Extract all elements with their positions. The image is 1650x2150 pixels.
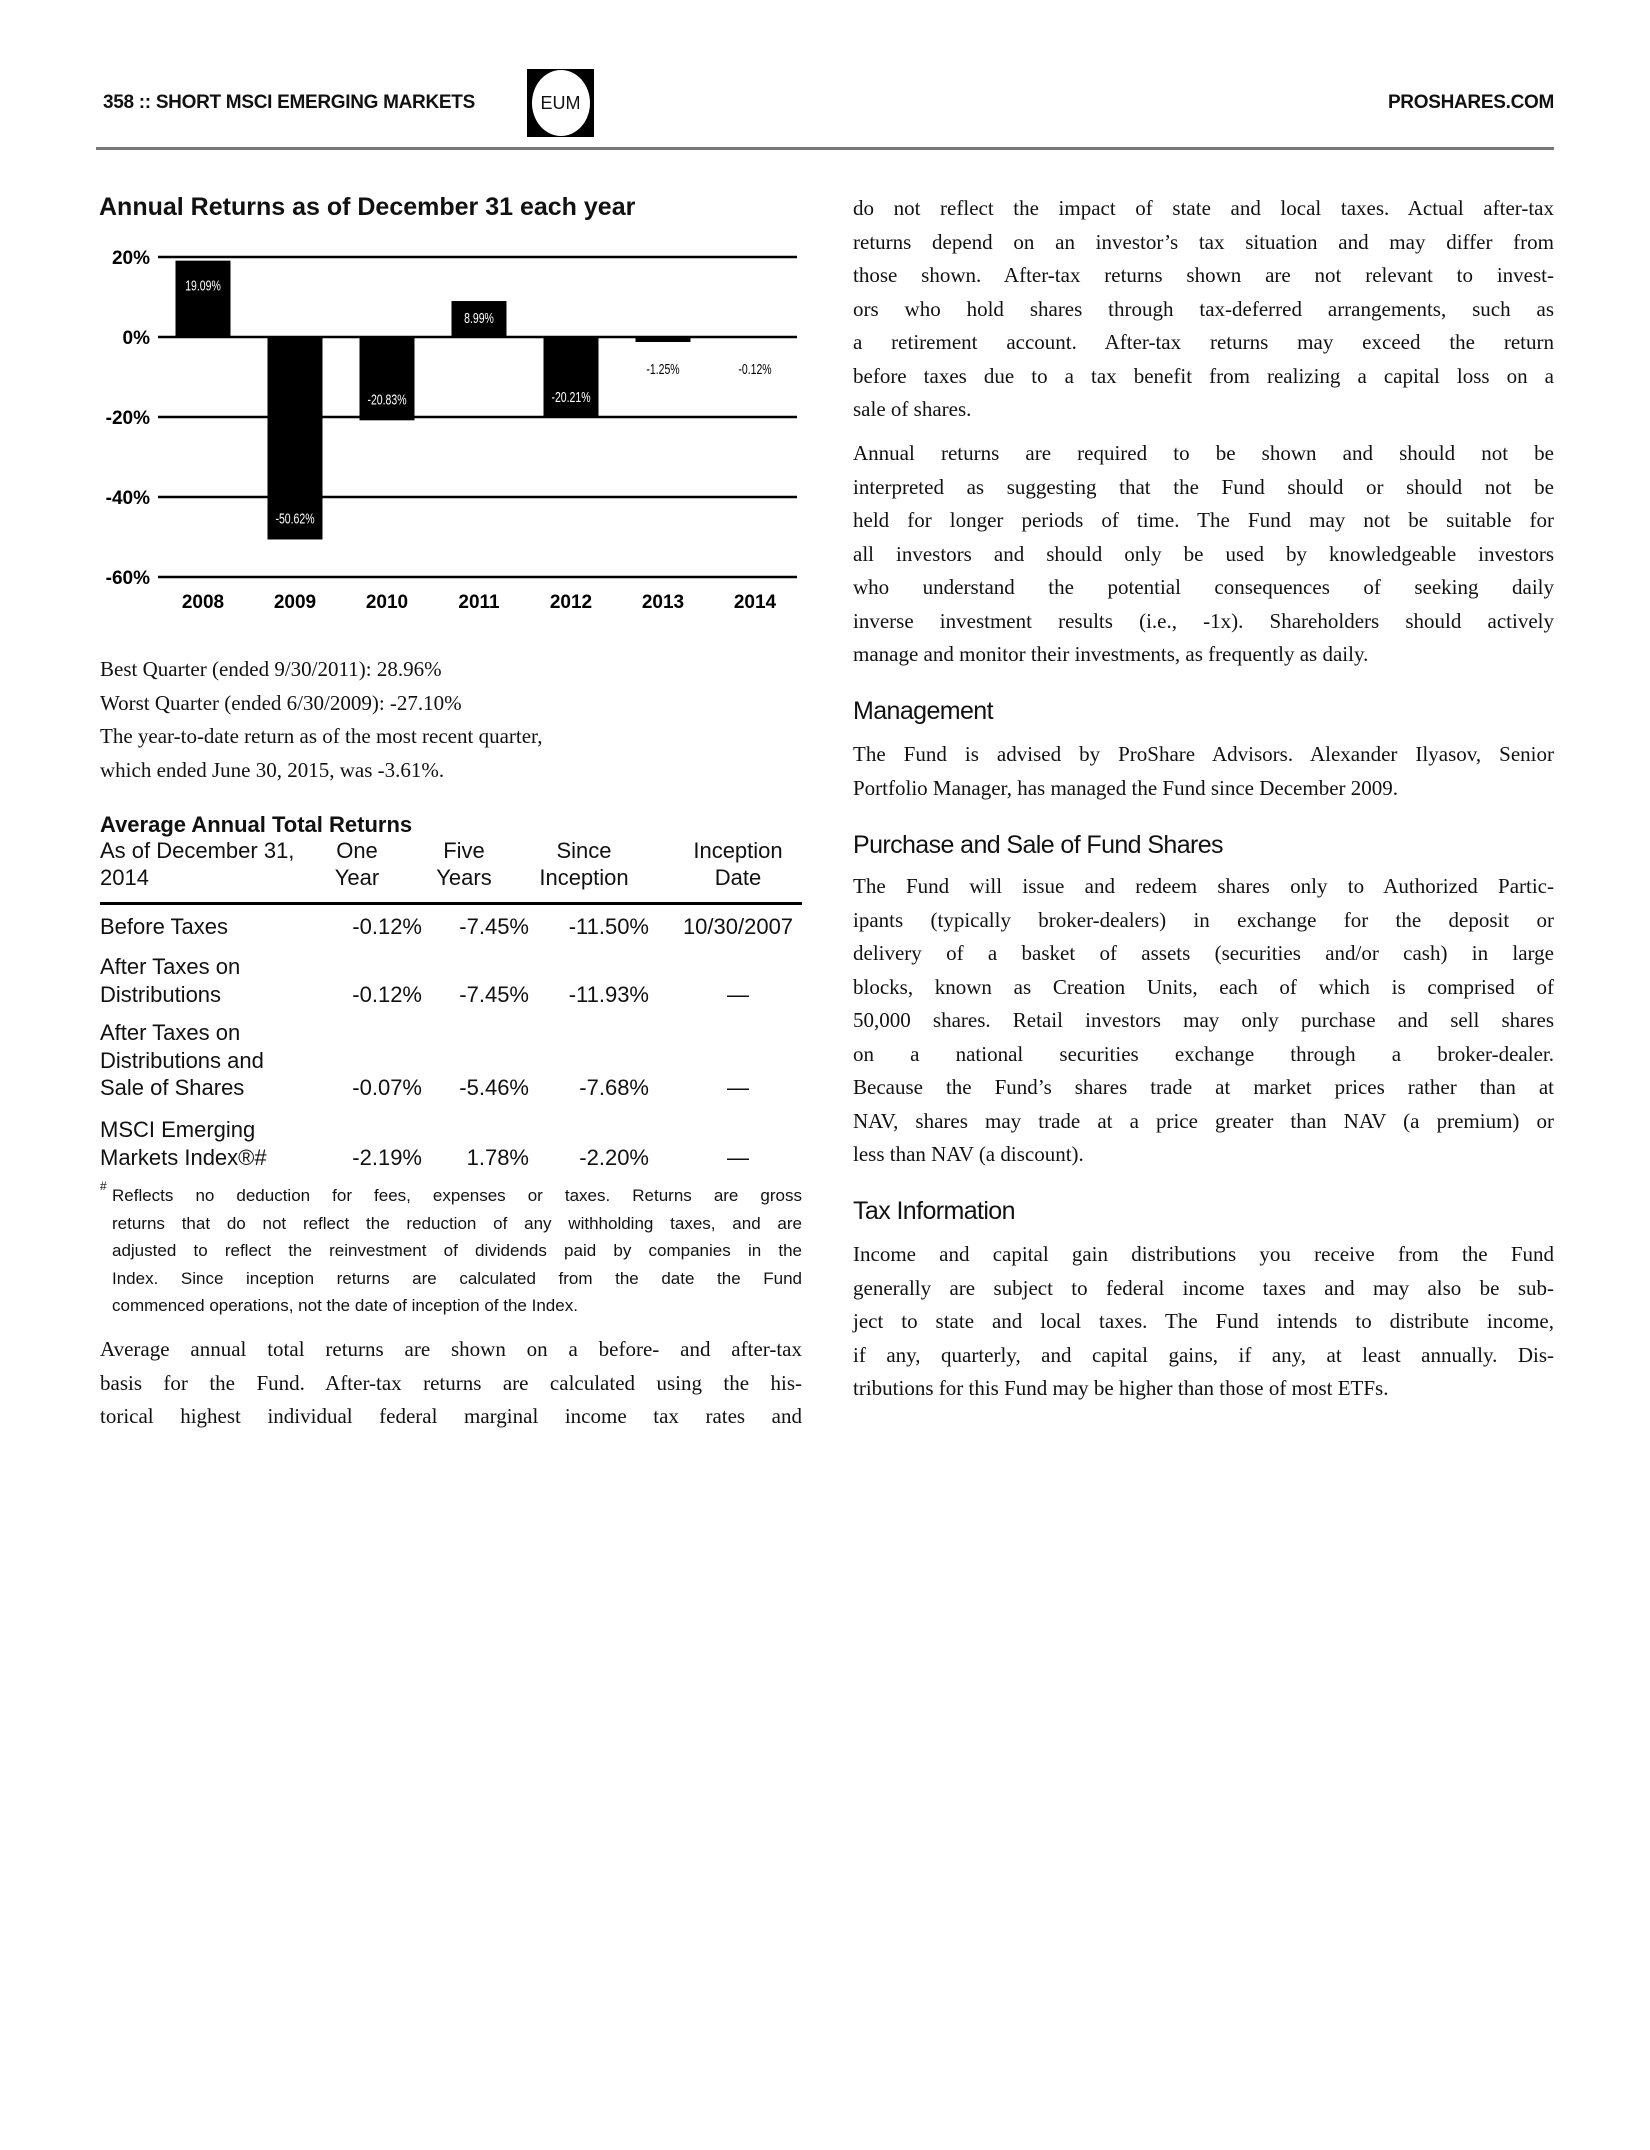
- column-header: Date: [714, 865, 762, 890]
- text-line: do not reflect the impact of state and local taxes. Actual after-tax: [853, 196, 1554, 220]
- management-paragraph: [853, 738, 1554, 805]
- bar-value-label: 19.09%: [185, 276, 221, 295]
- text-line: if any, quarterly, and capital gains, if any, at least annually. Dis-: [853, 1342, 1554, 1367]
- text-line: commenced operations, not the date of inception of the Index.: [112, 1296, 578, 1315]
- column-header: Year: [334, 865, 380, 890]
- column-header: 2014: [100, 865, 149, 890]
- y-tick-label: 20%: [111, 248, 150, 269]
- text-line: those shown. After-tax returns shown are not relevant to invest-: [853, 263, 1554, 287]
- text-line: Index. Since inception returns are calculated from the date the Fund: [112, 1268, 802, 1288]
- table-header-rule: [100, 902, 802, 905]
- x-tick-label: 2012: [549, 592, 593, 613]
- column-header: As of December 31,: [100, 838, 295, 863]
- row-label: Before Taxes: [100, 914, 229, 939]
- table-cell: —: [727, 1144, 749, 1170]
- text-line: interpreted as suggesting that the Fund should or should not be: [853, 474, 1554, 499]
- table-cell: -2.20%: [579, 1144, 649, 1170]
- table-cell: -7.45%: [459, 914, 529, 939]
- table-cell: -7.68%: [579, 1075, 649, 1100]
- table-cell: -5.46%: [459, 1075, 529, 1100]
- bar-2010: [360, 337, 415, 420]
- bar-2013: [636, 337, 691, 342]
- text-line: Because the Fund’s shares trade at market prices rather than at: [853, 1075, 1554, 1099]
- table-cell: -0.12%: [352, 981, 422, 1007]
- bar-2014: [728, 337, 783, 338]
- table-cell: —: [727, 981, 749, 1007]
- column-header: Inception: [539, 865, 629, 890]
- page-header-title: 358 :: SHORT MSCI EMERGING MARKETS: [103, 92, 475, 113]
- text-line: Portfolio Manager, has managed the Fund since December 2009.: [853, 775, 1399, 800]
- column-header: Years: [436, 865, 492, 890]
- ticker-label: EUM: [532, 70, 590, 136]
- row-label: MSCI Emerging: [100, 1117, 256, 1142]
- bar-2012: [544, 337, 599, 418]
- footnote-text: [112, 1182, 802, 1320]
- text-line: a retirement account. After-tax returns may exceed the return: [853, 330, 1554, 354]
- text-line: NAV, shares may trade at a price greater than NAV (a premium) or: [853, 1108, 1554, 1133]
- x-tick-label: 2008: [181, 592, 225, 613]
- right-paragraph-2: [853, 437, 1554, 672]
- text-line: returns depend on an investor’s tax situation and may differ from: [853, 229, 1554, 254]
- text-line: who understand the potential consequences of seeking daily: [853, 575, 1554, 599]
- text-line: ors who hold shares through tax-deferred arrangements, such as: [853, 296, 1554, 321]
- purchase-heading: Purchase and Sale of Fund Shares: [853, 831, 1223, 859]
- text-line: before taxes due to a tax benefit from realizing a capital loss on a: [853, 363, 1554, 388]
- column-header: Inception: [693, 838, 783, 863]
- text-line: Annual returns are required to be shown and should not be: [853, 441, 1554, 465]
- table-cell: 1.78%: [466, 1144, 529, 1170]
- row-label: Distributions and: [100, 1047, 264, 1073]
- right-paragraph-1: [853, 192, 1554, 427]
- text-line: Income and capital gain distributions you receive from the Fund: [853, 1242, 1554, 1266]
- text-line: Reflects no deduction for fees, expenses or taxes. Returns are gross: [112, 1186, 802, 1205]
- row-label: After Taxes on: [100, 1020, 241, 1045]
- bar-2008: [176, 261, 231, 337]
- annual-returns-chart: [0, 0, 820, 630]
- text-line: on a national securities exchange through a broker-dealer.: [853, 1041, 1554, 1066]
- text-line: ipants (typically broker-dealers) in exchange for the deposit or: [853, 907, 1554, 932]
- x-tick-label: 2009: [273, 592, 317, 613]
- bar-value-label: -50.62%: [275, 509, 315, 527]
- column-header: Five: [443, 838, 485, 863]
- text-line: sale of shares.: [853, 397, 972, 421]
- text-line: The year-to-date return as of the most recent quarter,: [100, 724, 543, 748]
- x-tick-label: 2013: [641, 592, 685, 613]
- tax-paragraph: [853, 1238, 1554, 1406]
- footnote: [100, 1179, 802, 1320]
- table-cell: —: [727, 1075, 749, 1100]
- bar-value-label: 8.99%: [464, 309, 494, 327]
- x-tick-label: 2011: [458, 592, 500, 613]
- text-line: generally are subject to federal income taxes and may also be sub-: [853, 1275, 1554, 1300]
- chart-title: Annual Returns as of December 31 each year: [99, 193, 636, 221]
- table-cell: -11.50%: [568, 914, 649, 939]
- text-line: less than NAV (a discount).: [853, 1142, 1084, 1166]
- text-line: The Fund is advised by ProShare Advisors. Alexander Ilyasov, Senior: [853, 742, 1554, 766]
- column-header: One: [336, 838, 378, 863]
- text-line: returns that do not reflect the reduction of any withholding taxes, and are: [112, 1213, 802, 1233]
- text-line: blocks, known as Creation Units, each of which is comprised of: [853, 974, 1554, 999]
- left-paragraph: [100, 1333, 802, 1434]
- site-url: PROSHARES.COM: [1387, 92, 1554, 113]
- table-cell: -7.45%: [459, 981, 529, 1007]
- y-tick-label: -60%: [105, 568, 150, 589]
- table-cell: 10/30/2007: [682, 914, 794, 939]
- text-line: ject to state and local taxes. The Fund intends to distribute income,: [853, 1309, 1554, 1333]
- text-line: basis for the Fund. After-tax returns are calculated using the his-: [100, 1370, 802, 1395]
- bar-value-label: -20.83%: [367, 390, 407, 408]
- text-line: inverse investment results (i.e., -1x). Shareholders should actively: [853, 608, 1554, 633]
- text-line: Worst Quarter (ended 6/30/2009): -27.10%: [100, 690, 462, 715]
- text-line: held for longer periods of time. The Fund may not be suitable for: [853, 508, 1554, 532]
- row-label: Markets Index®#: [100, 1144, 267, 1170]
- row-label: Sale of Shares: [100, 1075, 245, 1100]
- x-tick-label: 2010: [365, 592, 409, 613]
- text-line: adjusted to reflect the reinvestment of dividends paid by companies in the: [112, 1241, 802, 1260]
- column-header: Since: [556, 838, 612, 863]
- management-heading: Management: [853, 697, 993, 725]
- text-line: Best Quarter (ended 9/30/2011): 28.96%: [100, 657, 442, 681]
- row-label: Distributions: [100, 981, 222, 1007]
- x-tick-label: 2014: [733, 592, 777, 613]
- text-line: all investors and should only be used by knowledgeable investors: [853, 541, 1554, 566]
- bar-value-label: -1.25%: [646, 360, 680, 378]
- text-line: tributions for this Fund may be higher than those of most ETFs.: [853, 1376, 1389, 1400]
- table-cell: -2.19%: [352, 1144, 422, 1170]
- bar-value-label: -20.21%: [551, 387, 591, 406]
- footnote-mark: #: [100, 1179, 107, 1193]
- purchase-paragraph: [853, 870, 1554, 1172]
- tax-heading: Tax Information: [853, 1197, 1015, 1225]
- table-cell: -0.07%: [352, 1075, 422, 1100]
- row-label: After Taxes on: [100, 954, 241, 979]
- quarter-returns: [100, 653, 802, 787]
- text-line: which ended June 30, 2015, was -3.61%.: [100, 757, 445, 782]
- text-line: The Fund will issue and redeem shares only to Authorized Partic-: [853, 874, 1554, 898]
- text-line: delivery of a basket of assets (securities and/or cash) in large: [853, 941, 1554, 965]
- text-line: 50,000 shares. Retail investors may only purchase and sell shares: [853, 1008, 1554, 1032]
- text-line: torical highest individual federal marginal income tax rates and: [100, 1404, 802, 1428]
- text-line: manage and monitor their investments, as frequently as daily.: [853, 642, 1369, 666]
- y-tick-label: 0%: [122, 328, 150, 349]
- text-line: Average annual total returns are shown on a before- and after-tax: [100, 1337, 802, 1361]
- table-cell: -0.12%: [352, 914, 422, 939]
- bar-value-label: -0.12%: [738, 360, 772, 378]
- table-cell: -11.93%: [568, 981, 649, 1007]
- y-tick-label: -20%: [105, 408, 150, 429]
- avg-returns-title: Average Annual Total Returns: [100, 812, 413, 837]
- y-tick-label: -40%: [105, 488, 150, 509]
